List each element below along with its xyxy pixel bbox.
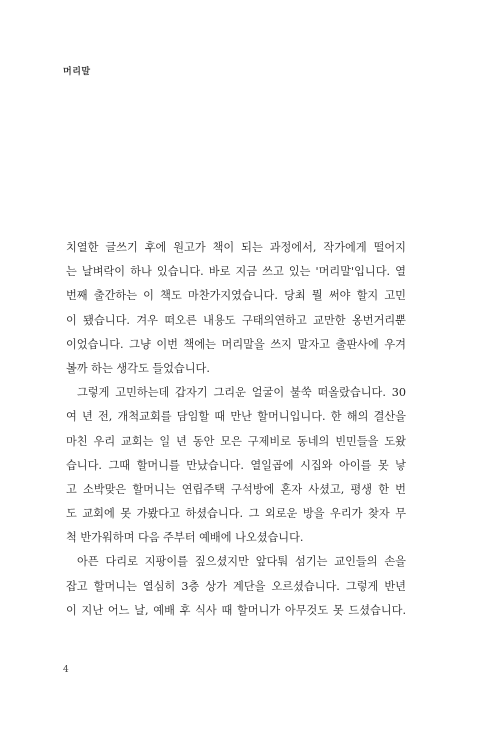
body-text	[66, 236, 406, 623]
text-line: 척 반가워하며 다음 주부터 예배에 나오셨습니다.	[66, 531, 304, 545]
text-line: 치열한 글쓰기 후에 원고가 책이 되는 과정에서, 작가에게 떨어지	[66, 241, 406, 254]
text-line: 도 교회에 못 가봤다고 하셨습니다. 그 외로운 방을 우리가 찾자 무	[66, 507, 406, 521]
text-line: 여 년 전, 개척교회를 담임할 때 만난 할머니입니다. 한 해의 결산을	[66, 410, 406, 424]
text-line: 잡고 할머니는 열심히 3층 상가 계단을 오르셨습니다. 그렇게 반년	[66, 579, 406, 593]
text-line: 그렇게 고민하는데 갑자기 그리운 얼굴이 불쑥 떠올랐습니다. 30	[77, 386, 406, 400]
text-line: 고 소박맞은 할머니는 연립주택 구석방에 혼자 사셨고, 평생 한 번	[66, 482, 406, 496]
page-number: 4	[63, 665, 69, 675]
text-line: 이 지난 어느 날, 예배 후 식사 때 할머니가 아무것도 못 드셨습니다.	[66, 603, 406, 617]
running-head: 머리말	[63, 67, 91, 77]
text-line: 볼까 하는 생각도 들었습니다.	[66, 361, 210, 375]
text-line: 습니다. 그때 할머니를 만났습니다. 열일곱에 시집와 아이를 못 낳	[66, 458, 406, 472]
text-line: 는 날벼락이 하나 있습니다. 바로 지금 쓰고 있는 '머리말'입니다. 열	[66, 265, 406, 279]
text-line: 마친 우리 교회는 일 년 동안 모은 구제비로 동네의 빈민들을 도왔	[66, 434, 406, 448]
text-line: 이었습니다. 그냥 이번 책에는 머리말을 쓰지 말자고 출판사에 우겨	[66, 337, 406, 351]
text-line: 이 됐습니다. 겨우 떠오른 내용도 구태의연하고 교만한 옹번거리뿐	[66, 313, 406, 327]
text-line: 아픈 다리로 지팡이를 짚으셨지만 앞다퉈 섬기는 교인들의 손을	[77, 555, 406, 569]
text-line: 번째 출간하는 이 책도 마찬가지였습니다. 당최 뭘 써야 할지 고민	[66, 289, 406, 303]
